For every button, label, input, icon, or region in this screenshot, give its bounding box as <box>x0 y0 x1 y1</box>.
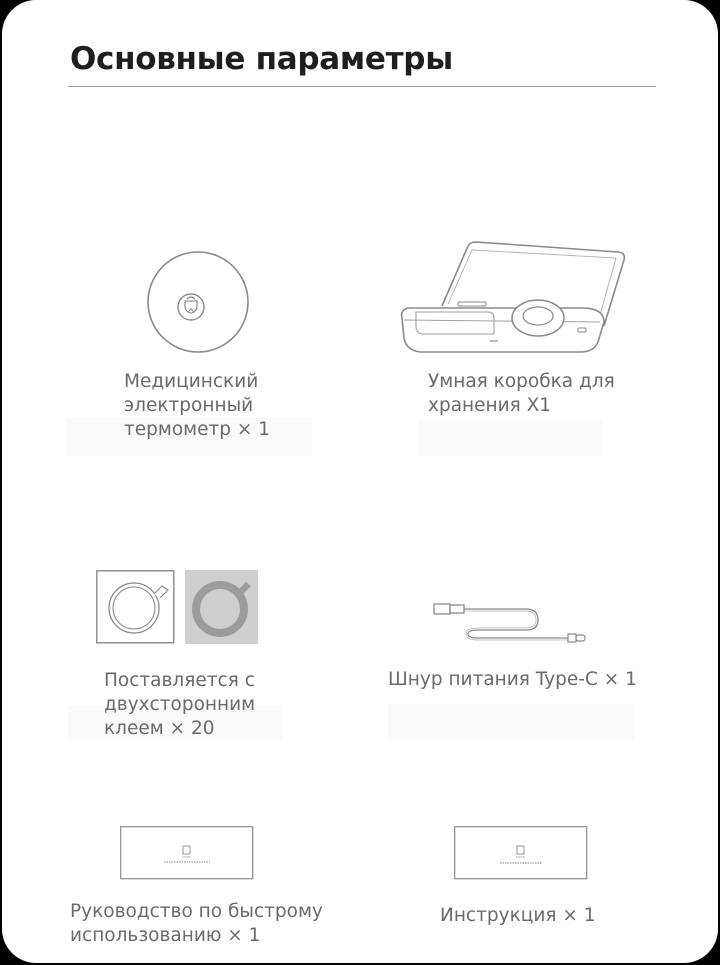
type-c-cable-icon <box>432 598 592 642</box>
item-adhesive-label: Поставляется с двухсторонним клеем × 20 <box>104 670 256 739</box>
label-backdrop <box>418 420 602 456</box>
item-manual-label: Инструкция × 1 <box>440 905 596 926</box>
item-storage-box-label: Умная коробка для хранения X1 <box>428 371 615 416</box>
manual-icon <box>454 826 588 880</box>
item-quick-guide-label: Руководство по быстрому использованию × 1 <box>70 901 323 946</box>
adhesive-pad-icon <box>96 570 258 644</box>
page-title: Основные параметры <box>70 41 453 77</box>
item-cable-label: Шнур питания Type-C × 1 <box>388 669 637 690</box>
contents-card <box>2 0 718 963</box>
quick-guide-icon <box>120 826 254 880</box>
storage-box-icon <box>398 238 628 356</box>
item-thermometer-label: Медицинский электронный термометр × 1 <box>124 371 271 440</box>
thermometer-icon <box>146 250 250 354</box>
title-divider <box>68 86 656 87</box>
label-backdrop <box>388 704 634 740</box>
